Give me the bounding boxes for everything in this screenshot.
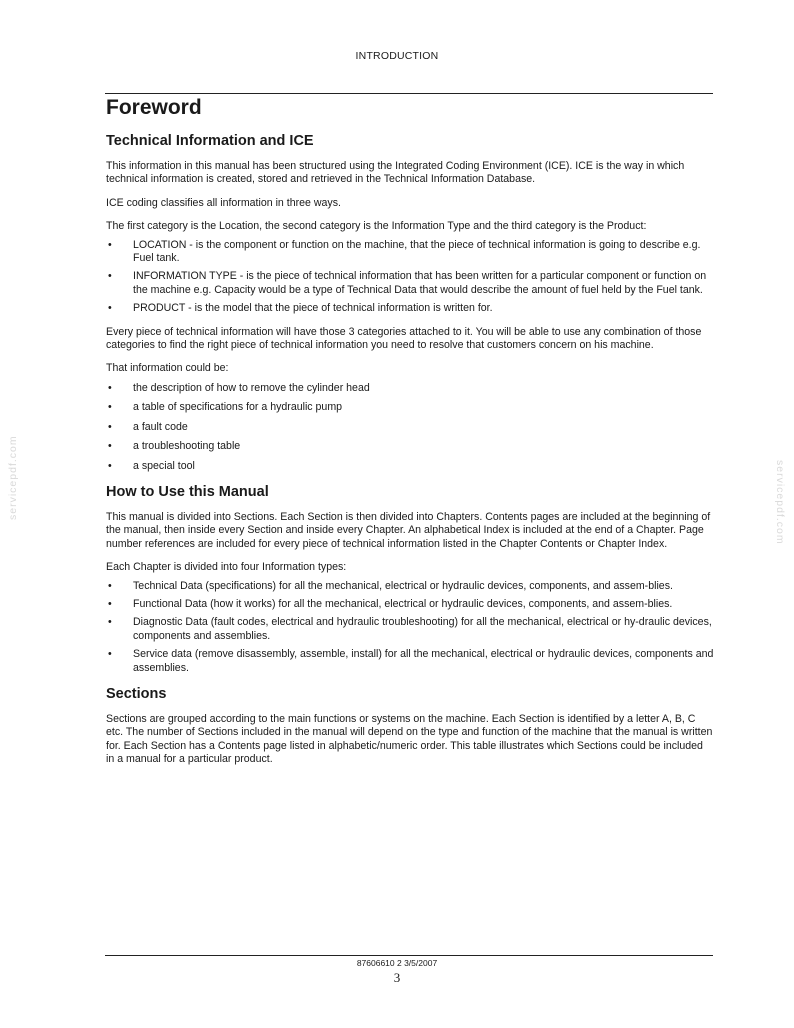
list-item-text: a special tool xyxy=(133,459,195,472)
list-item-text: INFORMATION TYPE - is the piece of technical information that has been written for a particular component or function on the machine e.g. Capacity would be a type of Technical Data that would describe the amount of fuel held by the Fuel tank. xyxy=(133,270,707,296)
running-header: INTRODUCTION xyxy=(355,50,439,62)
list-item: • Service data (remove disassembly, assemble, install) for all the mechanical, electrical or hydraulic devices, components and assemblies. xyxy=(108,648,714,674)
list-item-text: LOCATION - is the component or function on the machine, that the piece of technical information is going to describe e.g. Fuel tank. xyxy=(133,238,701,265)
document-code: 87606610 2 3/5/2007 xyxy=(356,958,438,968)
list-item: • the description of how to remove the cylinder head xyxy=(108,381,370,394)
list-item-text: Service data (remove disassembly, assemble, install) for all the mechanical, electrical or hydraulic devices, components and assemblies. xyxy=(133,648,714,674)
list-item-text: Technical Data (specifications) for all the mechanical, electrical or hydraulic devices, components, and assem-blies. xyxy=(133,579,673,592)
page-number: 3 xyxy=(393,970,401,985)
list-item-text: a table of specifications for a hydraulic pump xyxy=(133,401,343,414)
information-examples-list xyxy=(106,382,714,473)
paragraph: Sections are grouped according to the main functions or systems on the machine. Each Section is identified by a letter A, B, C etc. The number of Sections included in the manual will depend on the type and function of the machine that the manual is written for. Each Section has a Contents page listed in alphabetic/numeric order. This table illustrates which Sections could be included in a manual for a particular product. xyxy=(106,712,713,766)
list-item: • a fault code xyxy=(108,420,188,433)
paragraph: Each Chapter is divided into four Information types: xyxy=(106,561,347,574)
list-item: • LOCATION - is the component or function on the machine, that the piece of technical information is going to describe e.g. Fuel tank. xyxy=(108,238,701,265)
section-heading-how-to-use: How to Use this Manual xyxy=(106,483,269,500)
list-item: • INFORMATION TYPE - is the piece of technical information that has been written for a particular component or function on the machine e.g. Capacity would be a type of Technical Data that would describe the amount of fuel held by the Fuel tank. xyxy=(108,270,707,296)
list-item-text: Diagnostic Data (fault codes, electrical and hydraulic troubleshooting) for all the mechanical, electrical or hy-draulic devices, components and assemblies. xyxy=(133,616,712,642)
footer-rule xyxy=(105,955,713,956)
page-body xyxy=(106,130,714,767)
paragraph: ICE coding classifies all information in three ways. xyxy=(106,196,341,209)
section-heading-sections: Sections xyxy=(106,685,167,702)
list-item-text: the description of how to remove the cylinder head xyxy=(133,381,370,394)
paragraph: This manual is divided into Sections. Each Section is then divided into Chapters. Contents pages are included at the beginning of the manual, then inside every Section and inside every Chapter. An alphabetical Index is included at the end of a Chapter. Page number references are included for every piece of technical information listed in the Chapter Contents or Chapter Index. xyxy=(106,510,711,550)
list-item-text: PRODUCT - is the model that the piece of technical information is written for. xyxy=(133,302,493,315)
list-item-text: a troubleshooting table xyxy=(133,440,241,453)
paragraph: That information could be: xyxy=(106,362,229,375)
watermark-left: servicepdf.com xyxy=(7,435,19,520)
paragraph: Every piece of technical information will have those 3 categories attached to it. You will be able to use any combination of those categories to find the right piece of technical information you need to resolve that customers concern on his machine. xyxy=(106,325,702,352)
list-item-text: a fault code xyxy=(133,420,188,433)
list-item: • PRODUCT - is the model that the piece of technical information is written for. xyxy=(108,302,493,315)
paragraph: This information in this manual has been structured using the Integrated Coding Environment (ICE). ICE is the way in which technical information is created, stored and retrieved in the Technical Information Database. xyxy=(106,160,685,186)
ice-category-list xyxy=(106,239,714,316)
list-item: • a special tool xyxy=(108,459,195,472)
paragraph: The first category is the Location, the second category is the Information Type and the third category is the Product: xyxy=(106,220,647,233)
header-rule xyxy=(105,93,713,94)
list-item: • Diagnostic Data (fault codes, electrical and hydraulic troubleshooting) for all the mechanical, electrical or hy-draulic devices, components and assemblies. xyxy=(108,616,712,642)
information-types-list xyxy=(106,580,714,675)
list-item: • a table of specifications for a hydraulic pump xyxy=(108,401,343,414)
list-item-text: Functional Data (how it works) for all the mechanical, electrical or hydraulic devices, components, and assem-blies. xyxy=(133,597,673,610)
section-heading-ice: Technical Information and ICE xyxy=(106,133,314,149)
watermark-right: servicepdf.com xyxy=(774,460,786,545)
list-item: • Technical Data (specifications) for all the mechanical, electrical or hydraulic devices, components, and assem-blies. xyxy=(108,579,673,592)
list-item: • Functional Data (how it works) for all the mechanical, electrical or hydraulic devices, components, and assem-blies. xyxy=(108,597,673,610)
page-title: Foreword xyxy=(106,96,202,119)
list-item: • a troubleshooting table xyxy=(108,440,241,453)
